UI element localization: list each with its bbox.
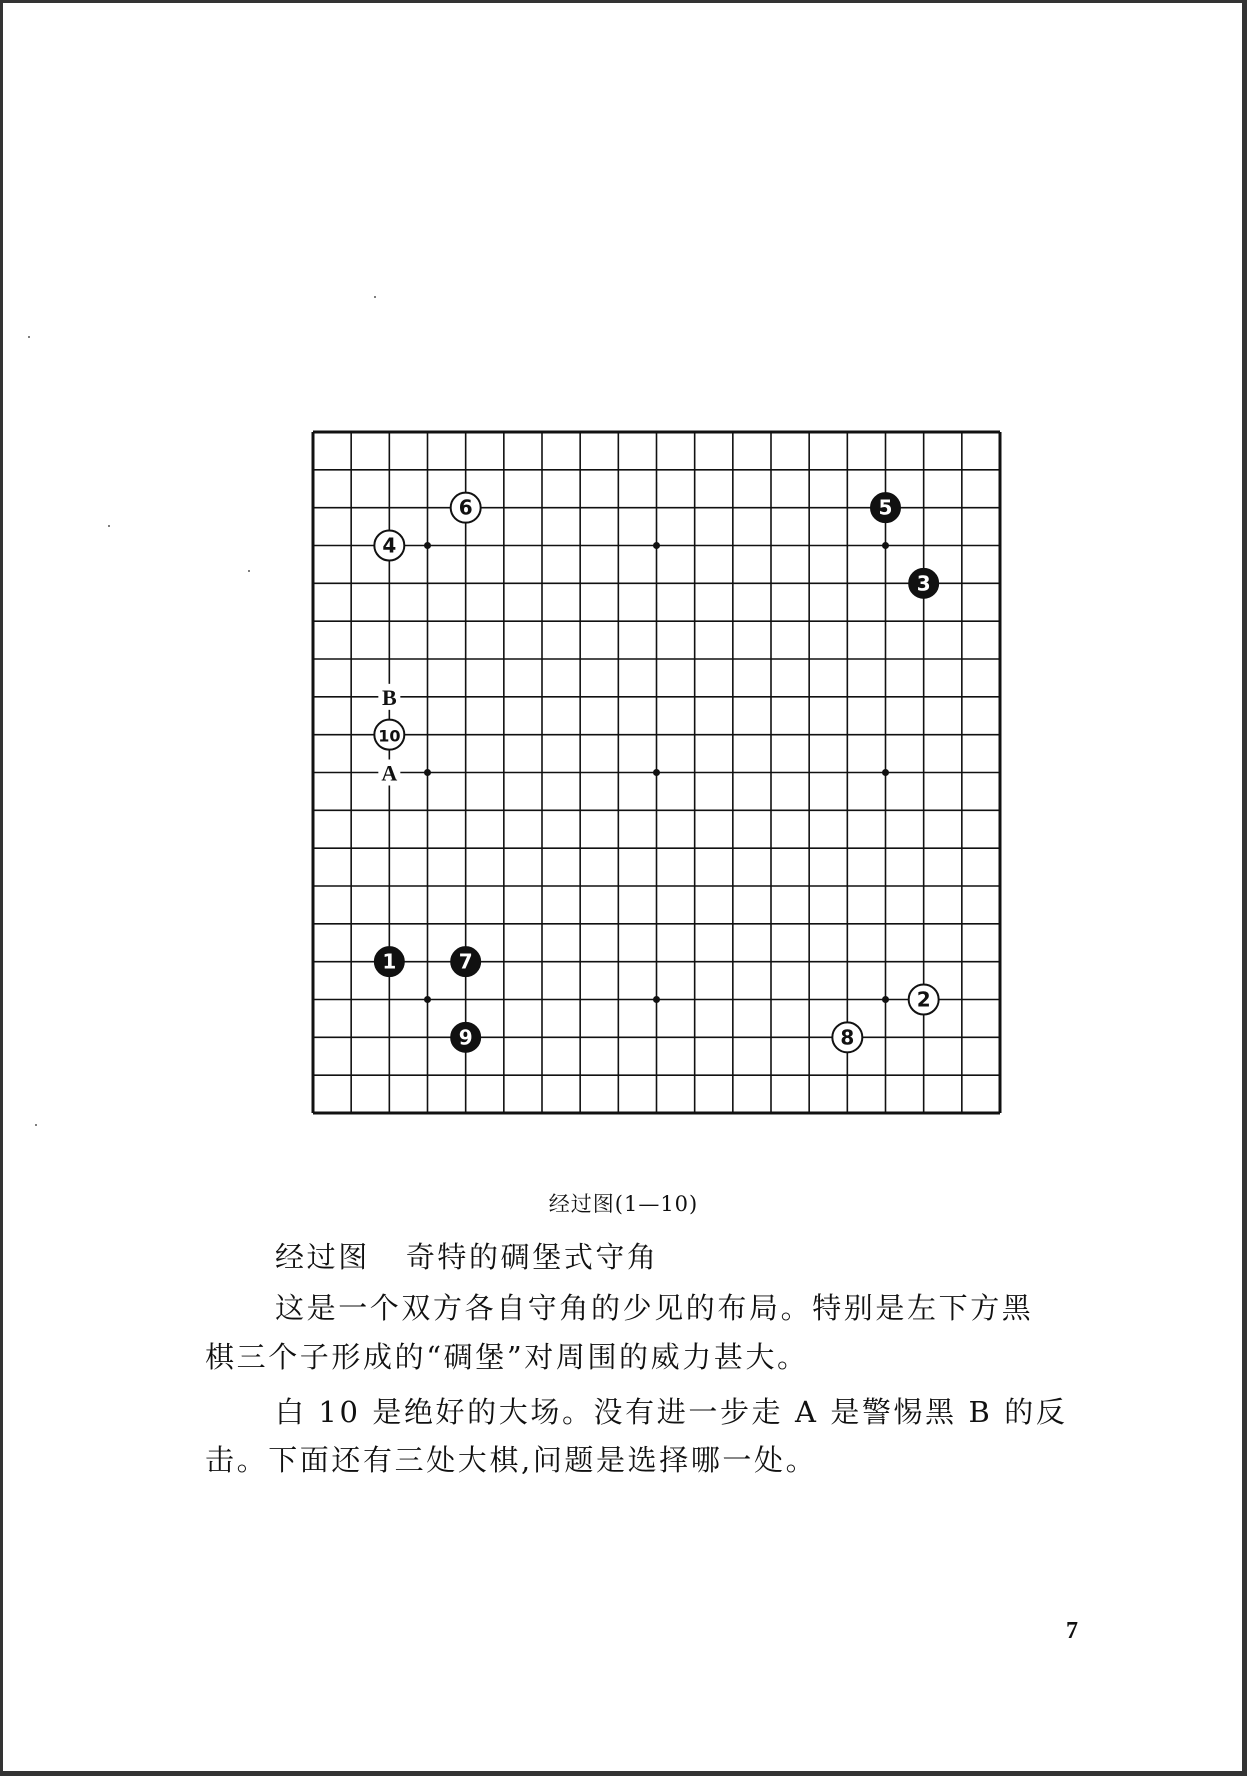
heading-title: 奇特的碉堡式守角 <box>405 1240 659 1274</box>
svg-text:7: 7 <box>458 949 473 974</box>
go-board-diagram <box>313 432 1000 1113</box>
svg-text:5: 5 <box>878 495 893 520</box>
scan-speck <box>35 1124 37 1126</box>
scan-speck <box>374 296 376 298</box>
go-board-grid <box>313 432 1000 1113</box>
scan-speck <box>248 570 250 572</box>
black-stone-1 <box>374 947 404 977</box>
black-stone-9 <box>451 1022 481 1052</box>
white-stone-8 <box>832 1022 862 1052</box>
star-point <box>653 769 660 776</box>
star-point <box>653 542 660 549</box>
svg-text:A: A <box>381 760 398 786</box>
board-marker-b <box>378 684 400 710</box>
paragraph-1-line-1: 这是一个双方各自守角的少见的布局。特别是左下方黑 <box>275 1291 1034 1325</box>
heading-label: 经过图 <box>275 1240 370 1274</box>
paragraph-2-line-2: 击。下面还有三处大棋,问题是选择哪一处。 <box>205 1443 818 1477</box>
black-stone-3 <box>909 568 939 598</box>
white-stone-10 <box>374 720 404 750</box>
paragraph-2-line-1: 白 10 是绝好的大场。没有进一步走 A 是警惕黑 B 的反 <box>275 1395 1068 1429</box>
black-stone-7 <box>451 947 481 977</box>
white-stone-6 <box>451 493 481 523</box>
scan-speck <box>28 336 30 338</box>
black-stone-5 <box>871 493 901 523</box>
page-number: 7 <box>1066 1618 1078 1644</box>
scan-speck <box>108 525 110 527</box>
svg-text:3: 3 <box>916 571 931 596</box>
svg-text:6: 6 <box>458 495 473 520</box>
svg-text:1: 1 <box>382 949 397 974</box>
white-stone-2 <box>909 985 939 1015</box>
star-point <box>424 996 431 1003</box>
star-point <box>882 769 889 776</box>
svg-text:B: B <box>381 684 397 710</box>
figure-caption: 经过图(1—10) <box>548 1192 699 1216</box>
white-stone-4 <box>374 531 404 561</box>
star-point <box>882 996 889 1003</box>
star-point <box>424 769 431 776</box>
svg-text:9: 9 <box>458 1025 473 1050</box>
section-heading <box>275 1240 659 1274</box>
svg-text:2: 2 <box>916 987 931 1012</box>
svg-text:10: 10 <box>378 726 401 746</box>
board-marker-a <box>378 760 400 786</box>
star-point <box>882 542 889 549</box>
svg-text:4: 4 <box>382 533 397 558</box>
paragraph-1-line-2: 棋三个子形成的“碉堡”对周围的威力甚大。 <box>205 1340 809 1374</box>
star-point <box>653 996 660 1003</box>
star-point <box>424 542 431 549</box>
svg-text:8: 8 <box>840 1025 855 1050</box>
